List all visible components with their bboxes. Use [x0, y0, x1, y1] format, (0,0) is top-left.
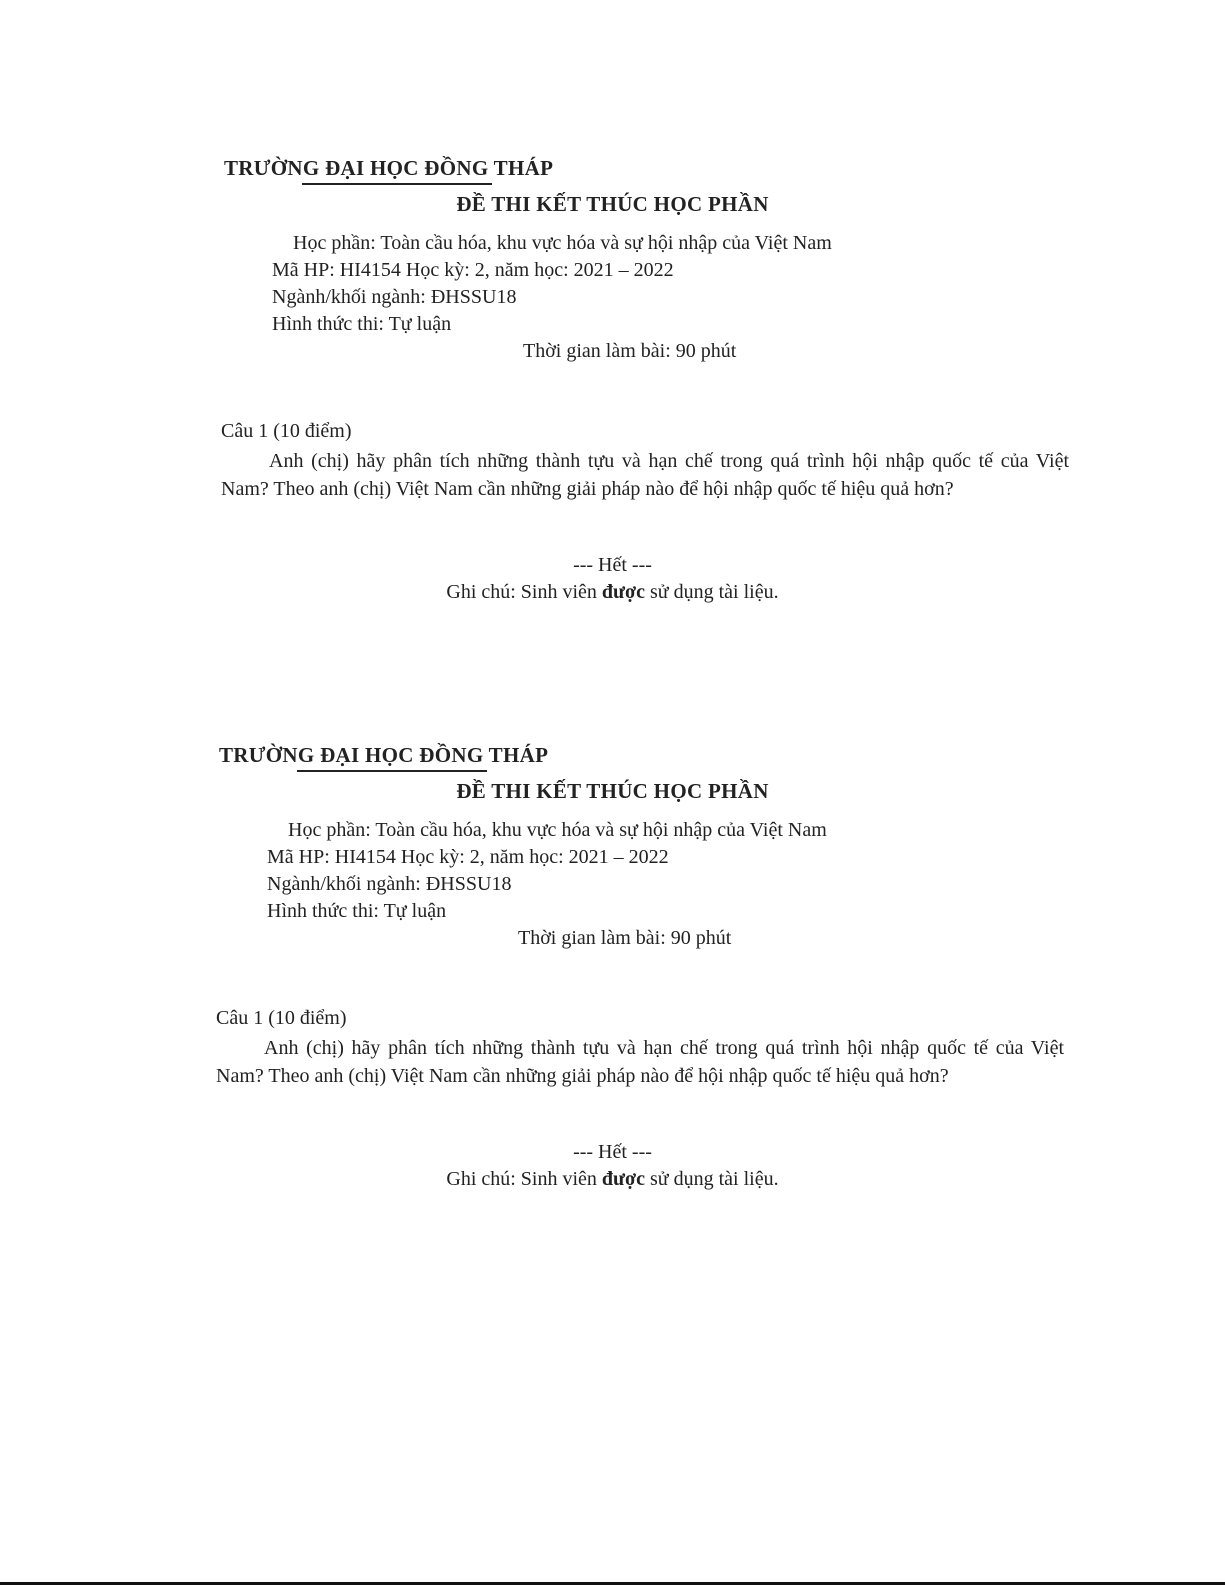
exam-sheet-2 [0, 737, 1225, 1297]
school-name: TRƯỜNG ĐẠI HỌC ĐỒNG THÁP [224, 156, 553, 181]
major-line: Ngành/khối ngành: ĐHSSU18 [272, 286, 517, 308]
exam-title: ĐỀ THI KẾT THÚC HỌC PHẦN [456, 192, 769, 216]
duration-line: Thời gian làm bài: 90 phút [523, 340, 737, 362]
exam-title: ĐỀ THI KẾT THÚC HỌC PHẦN [456, 779, 769, 803]
school-name: TRƯỜNG ĐẠI HỌC ĐỒNG THÁP [219, 743, 548, 768]
course-code-term-line: Mã HP: HI4154 Học kỳ: 2, năm học: 2021 – 2022 [272, 259, 674, 281]
course-line: Học phần: Toàn cầu hóa, khu vực hóa và sự hội nhập của Việt Nam [288, 819, 827, 841]
course-line: Học phần: Toàn cầu hóa, khu vực hóa và sự hội nhập của Việt Nam [293, 232, 832, 254]
end-marker: --- Hết --- [573, 554, 652, 576]
note-prefix: Ghi chú: Sinh viên [446, 581, 602, 603]
exam-sheet-1 [0, 150, 1225, 710]
school-name-underline [297, 770, 487, 772]
exam-form-line: Hình thức thi: Tự luận [267, 900, 447, 922]
question-heading: Câu 1 (10 điểm) [216, 1007, 347, 1029]
course-code-term-line: Mã HP: HI4154 Học kỳ: 2, năm học: 2021 – 2022 [267, 846, 669, 868]
duration-line: Thời gian làm bài: 90 phút [518, 927, 732, 949]
end-marker: --- Hết --- [573, 1141, 652, 1163]
question-text: Anh (chị) hãy phân tích những thành tựu và hạn chế trong quá trình hội nhập quốc tế của Việt Nam? Theo anh (chị) Việt Nam cần những giải pháp nào để hội nhập quốc tế hiệu quả hơn? [216, 1037, 1064, 1087]
exam-form-line: Hình thức thi: Tự luận [272, 313, 452, 335]
question-heading: Câu 1 (10 điểm) [221, 420, 352, 442]
major-line: Ngành/khối ngành: ĐHSSU18 [267, 873, 512, 895]
question-text: Anh (chị) hãy phân tích những thành tựu và hạn chế trong quá trình hội nhập quốc tế của Việt Nam? Theo anh (chị) Việt Nam cần những giải pháp nào để hội nhập quốc tế hiệu quả hơn? [221, 450, 1069, 500]
note [0, 1168, 1225, 1191]
note [0, 581, 1225, 604]
note-emphasis: được [601, 1168, 645, 1190]
note-emphasis: được [601, 581, 645, 603]
note-suffix: sử dụng tài liệu. [645, 1168, 779, 1190]
note-prefix: Ghi chú: Sinh viên [446, 1168, 602, 1190]
note-suffix: sử dụng tài liệu. [645, 581, 779, 603]
school-name-underline [302, 183, 492, 185]
